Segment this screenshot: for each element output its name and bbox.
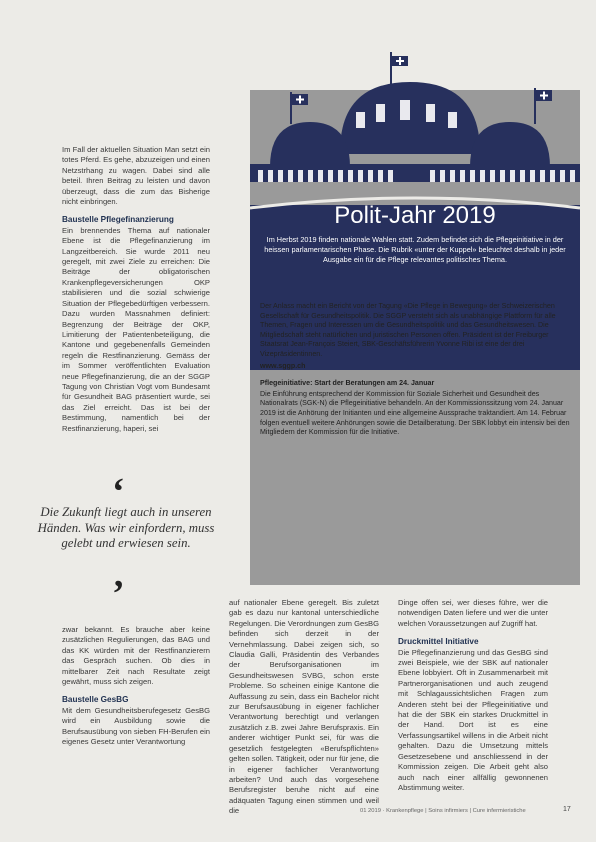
sggp-link[interactable]: www.sggp.ch: [260, 361, 306, 370]
quote-open-mark: ‘: [112, 471, 125, 513]
info-box: [250, 90, 580, 585]
section-body-initiative: Die Pflegefinanzierung und das GesBG sind zwei Beispiele, wie der SBK auf nationaler Ebene lobbyiert. Oft in Zusammenarbeit mit Partnerorganisationen und auch zeugend mit Schlagaussichtslichen Fragen zum Anderen steht bei der Pflegeinitiative und hat die der SBK ein starkes Druckmittel in der Hand. Dort ist es eine Verfassungsartikel willens in die Arbeit nicht gehalten. Dazu die Umsetzung mittels Gesetzesebene und anschliessend in der Kommission zeigen. Die Arbeit geht also auch nach einer allfällig gewonnenen Abstimmung weiter.: [398, 647, 548, 792]
section-heading-initiative: Druckmittel Initiative: [398, 637, 479, 647]
quote-close-mark: ’: [112, 573, 125, 615]
gesbg-intro: zwar bekannt. Es brauche aber keine zusätzlichen Regulierungen, das BAG und das KK würden mit der Restfinanzierern das Gespräch suchen. Ob dies in mittelbarer Zeit nach Resultate zeigt gewährt, muss sich zeigen.: [62, 625, 210, 687]
info-box-body: [260, 302, 570, 438]
info-box-title: Polit-Jahr 2019: [334, 202, 496, 229]
section-heading-pflegefinanzierung: Baustelle Pflegefinanzierung: [62, 215, 174, 225]
middle-column-body: auf nationaler Ebene geregelt. Bis zuletzt gab es dazu nur kantonal unterschiedliche Regelungen. Die Verordnungen zum GesBG befinden sich derzeit in der Vernehmlassung. Dabei zeigen sich, so Claudia Galli, Präsidentin des Verbandes der Berufsorganisationen im Gesundheitswesen SVBG, schon erste Probleme. So scheinen einige Kantone die Auffassung zu sein, dass ein Bachelor nicht zur Berufsausübung in eigener fachlicher Verantwortung berechtigt und verlangen zusätzlich z.B. zwei Jahre Berufspraxis. Ein anderer wichtiger Punkt sei, für was die gesetzlich festgelegten «Berufspflichten» gelten sollen. Tätigkeit, oder nur für jene, die in eigener fachlicher Verantwortung arbeiten? Und auch das vorgesehene Berufsregister beruhe nicht auf eine adäquaten Tagung einen stimmen und weil die: [229, 598, 379, 816]
initiative-body: Die Einführung entsprechend der Kommission für Soziale Sicherheit und Gesundheit des Nationalrats (SGK-N) die Pflegeinitiative behandeln. An der Kommissionssitzung vom 24. Januar 2019 ist die Anhörung der Initianten und eine allgemeine Aussprache traktandiert. Am 14. Februar folgen eventuell weitere Anhörungen sowie die Detailberatung. Der SBK lobbyt ein intensiv bei den Mitgliedern der Kommission für die Initiative.: [260, 389, 570, 437]
left-column-top: [62, 145, 210, 434]
pull-quote: Die Zukunft liegt auch in unseren Händen. Was wir einfordern, muss gelebt und erwiesen sein.: [37, 505, 215, 550]
right-column-intro: Dinge offen sei, wer dieses führe, wer die notwendigen Daten liefere und wer die unter welchen Voraussetzungen auf Zugriff hat.: [398, 598, 548, 628]
left-column-bottom: [62, 625, 210, 747]
middle-column: [229, 598, 379, 817]
intro-paragraph: Im Fall der aktuellen Situation Man setzt ein totes Pferd. Es gehe, abzuzeigen und einen Netzstrhang zu wagen. Dabei sind alle beteil. Ihren Beitrag zu leisten und davon überzeugt, dass die zum das Bisherige nicht einbringen.: [62, 145, 210, 207]
page-footer: 01 2019 · Krankenpflege | Soins infirmiers | Cure infermieristiche: [360, 808, 526, 814]
initiative-heading: Pflegeinitiative: Start der Beratungen am 24. Januar: [260, 379, 435, 388]
parliament-dome-illustration: [250, 52, 580, 182]
section-body-pflegefinanzierung: Ein brennendes Thema auf nationaler Ebene ist die Pflegefinanzierung im Langzeitbereich. Sie wurde 2011 neu geregelt, mit zwei Ziele zu erreichen: Die Beiträge der obligatorischen Krankenpflegeversicherungen OKP stabilisieren und die sozial schwierige Situation der Pflegebedürftigen verbessern. Dazu wurden Massnahmen definiert: Begrenzung der Beiträge der OKP, Limitierung der Patientenbeteiligung, die Kantone und gegebenenfalls Gemeinden regeln die Restfinanzierung. Gemäss der im Sommer veröffentlichten Evaluation neue Pflegefinanzierung, die an der SGGP Tagung von Christian Vogt vom Bundesamt für Gesundheit BAG präsentiert wurde, sei das Ziel erreicht. Das ist bei der Bestimmung, namentlich bei der Restfinanzierung, haperi, sei: [62, 225, 210, 433]
info-box-intro: Im Herbst 2019 finden nationale Wahlen statt. Zudem befindet sich die Pflegeinitiative in der heissen parlamentarischen Phase. Die Rubrik «unter der Kuppel» beleuchtet deshalb in jeder Ausgabe ein für die Pflege relevantes politisches Thema.: [264, 235, 566, 265]
page-number: 17: [563, 806, 571, 813]
sggp-description: Der Anlass macht ein Bericht von der Tagung «Die Pflege in Bewegung» der Schweizerischen Gesellschaft für Gesundheitspolitik. Die SGGP versteht sich als unabhängige Plattform für alle Themen, Fragen und Interessen um die Gesundheitspolitik und das Gesundheitswesen. Die Mitgliedschaft steht natürlichen und juristischen Personen offen. Präsident ist der Freiburger Staatsrat Jean-François Steiert, SBK-Geschäftsführerin Yvonne Ribi ist eine der drei Vizepräsidentinnen.: [260, 302, 556, 358]
right-column: [398, 598, 548, 793]
section-heading-gesbg: Baustelle GesBG: [62, 695, 129, 705]
section-body-gesbg: Mit dem Gesundheitsberufegesetz GesBG wird ein Ausbildung sowie die Berufsausübung von sieben FH-Berufen ein eigenes Gesetz unter Verantwortung: [62, 705, 210, 747]
